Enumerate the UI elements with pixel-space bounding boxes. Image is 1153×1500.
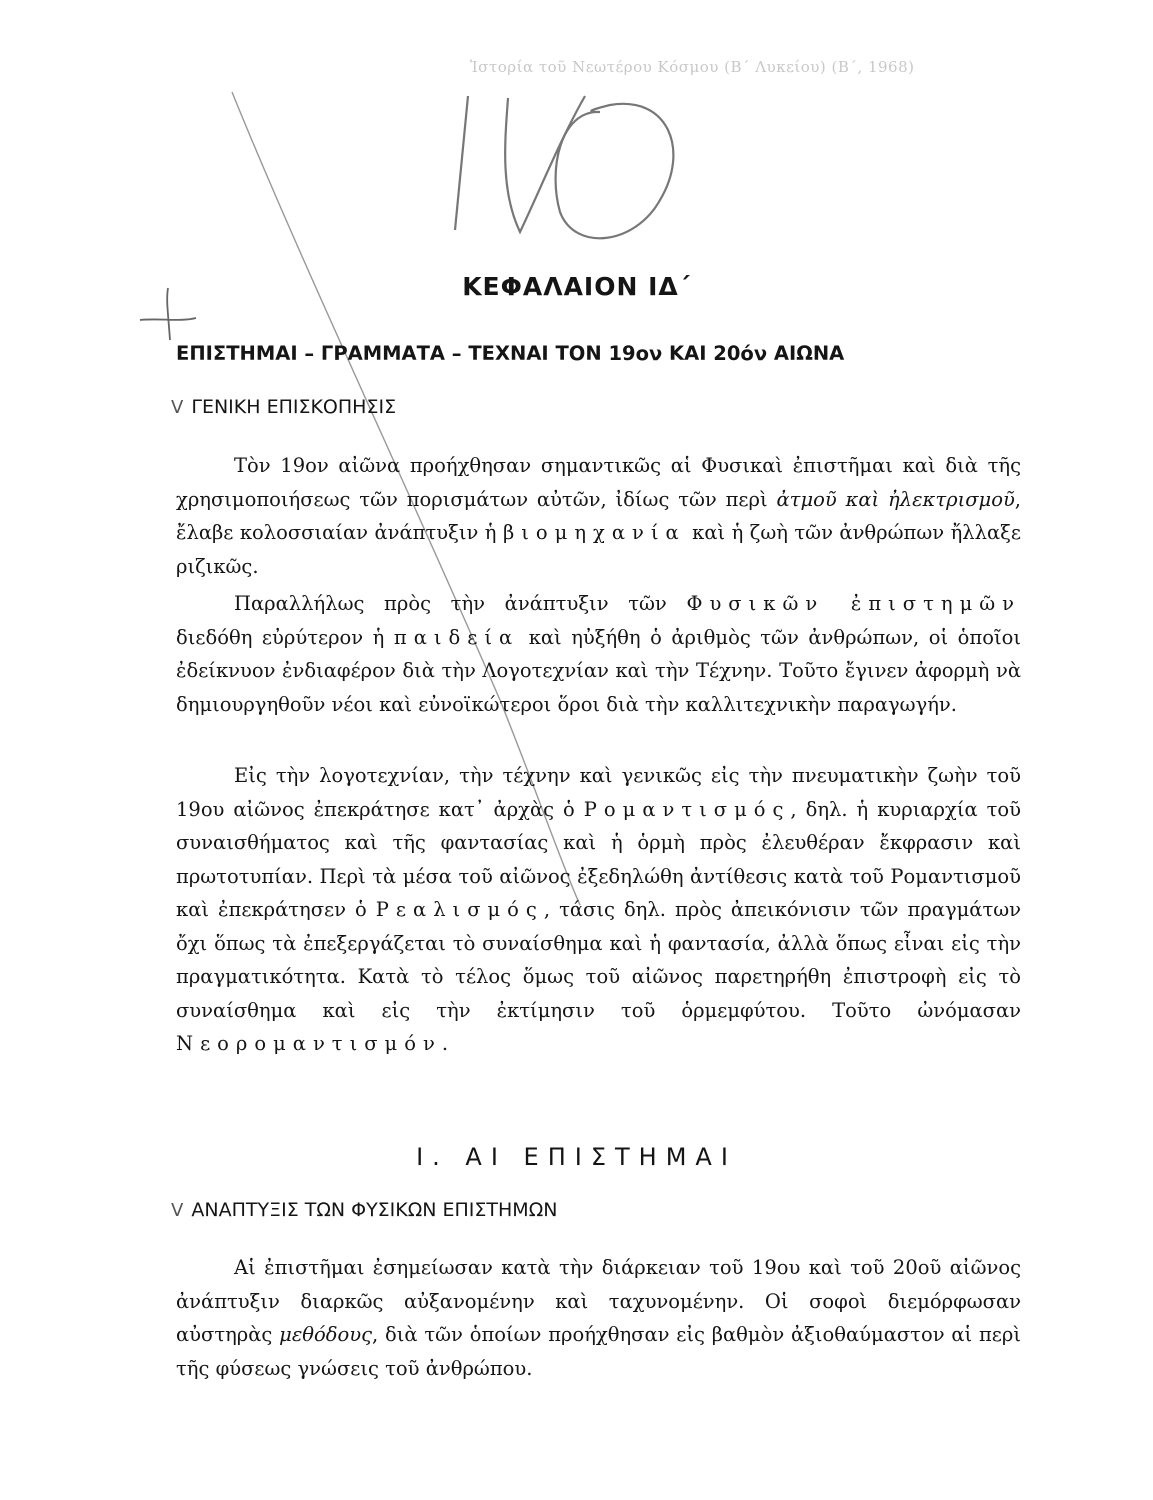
- check-mark-icon: V: [171, 1200, 184, 1221]
- paragraph-1-text-a: Τὸν 19ον αἰῶνα προήχθησαν σημαντικῶς αἱ Φυσικαὶ ἐπιστῆμαι καὶ διὰ τῆς χρησιμοποιήσεως τῶν πορισμάτων αὐτῶν, ἰδίως τῶν περὶ: [176, 454, 1021, 511]
- section-title-sciences: Ι. ΑΙ ΕΠΙΣΤΗΜΑΙ: [416, 1143, 737, 1171]
- paragraph-2-text-c: διεδόθη εὐρύτερον ἡ: [176, 625, 394, 649]
- paragraph-1-text-c: , ἔλαβε κολοσσιαίαν ἀνάπτυξιν ἡ: [176, 487, 1021, 544]
- chapter-subtitle: ΕΠΙΣΤΗΜΑΙ – ΓΡΑΜΜΑΤΑ – ΤΕΧΝΑΙ ΤΟΝ 19ον ΚΑΙ 20όν ΑΙΩΝΑ: [176, 342, 845, 365]
- paragraph-4-text-a: Αἱ ἐπιστῆμαι ἐσημείωσαν κατὰ τὴν διάρκειαν τοῦ 19ου καὶ τοῦ 20οῦ αἰῶνος ἀνάπτυξιν διαρκῶς αὐξανομένην καὶ ταχυνομένην. Οἱ σοφοὶ διεμόρφωσαν αὐστηρὰς: [176, 1256, 1021, 1346]
- paragraph-2-text-a: Παραλλήλως πρὸς τὴν ἀνάπτυξιν τῶν: [234, 592, 687, 615]
- paragraph-4: [176, 1251, 1021, 1385]
- paragraph-1-spaced-term: βιομηχανία: [502, 521, 686, 544]
- section-heading-sciences-text: ΑΝΑΠΤΥΞΙΣ ΤΩΝ ΦΥΣΙΚΩΝ ΕΠΙΣΤΗΜΩΝ: [191, 1199, 558, 1221]
- paragraph-2-spaced-term-1: Φυσικῶν ἐπιστημῶν: [686, 592, 1022, 615]
- section-heading-general: [171, 396, 396, 418]
- paragraph-2: [176, 587, 1021, 721]
- chapter-title: ΚΕΦΑΛΑΙΟΝ ΙΔ΄: [462, 272, 691, 301]
- paragraph-3-text-e: , τάσις δηλ. πρὸς ἀπεικόνισιν τῶν πραγμάτων ὄχι ὅπως τὰ ἐπεξεργάζεται τὸ συναίσθημα καὶ ἡ φαντασία, ἀλλὰ ὅπως εἶναι εἰς τὴν πραγματικότητα. Κατὰ τὸ τέλος ὅμως τοῦ αἰῶνος παρετηρήθη ἐπιστροφὴ εἰς τὸ συναίσθημα καὶ εἰς τὴν ἐκτίμησιν τοῦ ὁρμεμφύτου. Τοῦτο ὠνόμασαν: [176, 898, 1021, 1022]
- paragraph-1-text-e: καὶ ἡ ζωὴ τῶν ἀνθρώπων ἤλλαξε ριζικῶς.: [176, 521, 1021, 578]
- bleed-through-header: Ἱστορία τοῦ Νεωτέρου Κόσμου (Β΄ Λυκείου) (Β΄, 1968): [470, 58, 915, 76]
- paragraph-4-text-c: , διὰ τῶν ὁποίων προήχθησαν εἰς βαθμὸν ἀξιοθαύμαστον αἱ περὶ τῆς φύσεως γνώσεις τοῦ ἀνθρώπου.: [176, 1323, 1021, 1380]
- paragraph-4-italic-term: μεθόδους: [279, 1323, 373, 1346]
- handwritten-mark-o-stroke: [556, 104, 674, 238]
- check-mark-icon: V: [171, 397, 184, 418]
- paragraph-1: [176, 449, 1021, 583]
- paragraph-1-italic-term: ἀτμοῦ καὶ ἠλεκτρισμοῦ: [776, 487, 1015, 511]
- paragraph-3-spaced-term-3: Νεορομαντισμόν: [176, 1032, 442, 1055]
- paragraph-2-spaced-term-2: παιδεία: [393, 625, 520, 649]
- paragraph-3-spaced-term-1: Ρομαντισμός: [583, 797, 791, 821]
- handwritten-mark-left-stroke: [455, 96, 468, 230]
- section-heading-general-text: ΓΕΝΙΚΗ ΕΠΙΣΚΟΠΗΣΙΣ: [191, 396, 397, 418]
- paragraph-3: [176, 759, 1021, 1061]
- paragraph-3-spaced-term-2: Ρεαλισμός: [375, 898, 544, 921]
- paragraph-3-text-c: , δηλ. ἡ κυριαρχία τοῦ συναισθήματος καὶ τῆς φαντασίας καὶ ἡ ὁρμὴ πρὸς ἐλευθέραν ἔκφρασιν καὶ πρωτοτυπίαν. Περὶ τὰ μέσα τοῦ αἰῶνος ἐξεδηλώθη ἀντίθεσις κατὰ τοῦ Ρομαντισμοῦ καὶ ἐπεκράτησεν ὁ: [176, 797, 1021, 921]
- paragraph-3-text-g: .: [441, 1032, 449, 1055]
- paragraph-3-text-a: Εἰς τὴν λογοτεχνίαν, τὴν τέχνην καὶ γενικῶς εἰς τὴν πνευματικὴν ζωὴν τοῦ 19ου αἰῶνος ἐπεκράτησε κατ᾽ ἀρχὰς ὁ: [176, 764, 1021, 821]
- handwritten-mark-v-stroke: [505, 96, 585, 232]
- section-heading-sciences: [171, 1199, 557, 1221]
- paragraph-2-text-e: καὶ ηὐξήθη ὁ ἀριθμὸς τῶν ἀνθρώπων, οἱ ὁποῖοι ἐδείκνυον ἐνδιαφέρον διὰ τὴν Λογοτεχνίαν καὶ τὴν Τέχνην. Τοῦτο ἔγινεν ἀφορμὴ νὰ δημιουργηθοῦν νέοι καὶ εὐνοϊκώτεροι ὅροι διὰ τὴν καλλιτεχνικὴν παραγωγήν.: [176, 625, 1021, 716]
